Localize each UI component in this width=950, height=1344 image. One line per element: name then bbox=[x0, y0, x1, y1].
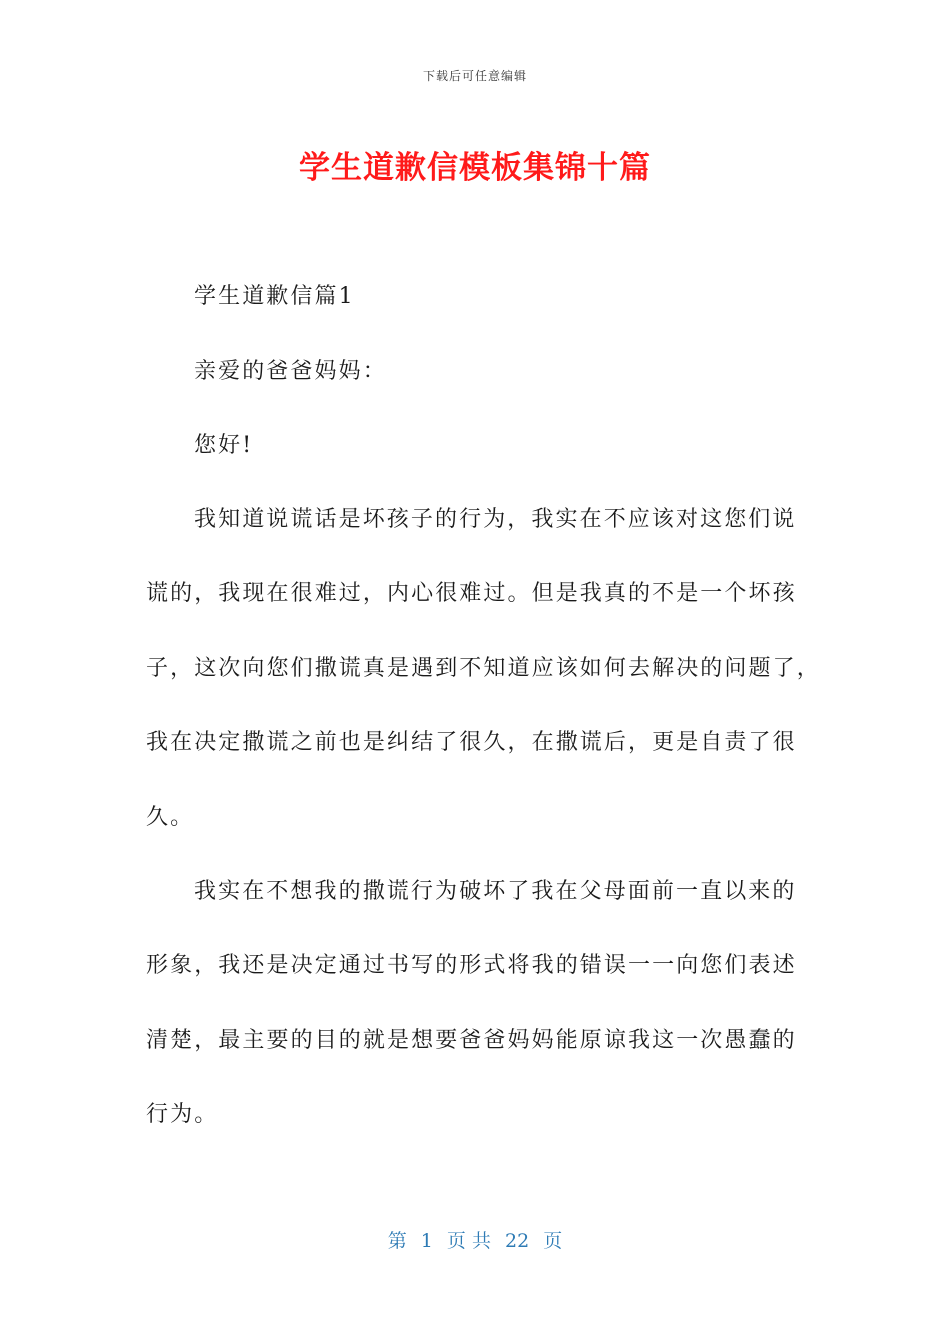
page-number: 1 bbox=[420, 1230, 433, 1252]
paragraph-line: 形象，我还是决定通过书写的形式将我的错误一一向您们表述 bbox=[146, 953, 797, 978]
paragraph-line: 行为。 bbox=[146, 1102, 219, 1127]
greeting: 您好! bbox=[194, 433, 254, 458]
footer-prefix: 第 bbox=[387, 1230, 407, 1252]
total-pages: 22 bbox=[505, 1230, 530, 1252]
paragraph-line: 我知道说谎话是坏孩子的行为，我实在不应该对这您们说 bbox=[194, 507, 797, 532]
salutation: 亲爱的爸爸妈妈： bbox=[194, 359, 387, 384]
document-title: 学生道歉信模板集锦十篇 bbox=[299, 150, 651, 186]
section-heading: 学生道歉信篇1 bbox=[194, 284, 355, 309]
footer-suffix: 页 bbox=[543, 1230, 563, 1252]
paragraph-line: 我实在不想我的撒谎行为破坏了我在父母面前一直以来的 bbox=[194, 879, 797, 904]
page-footer bbox=[0, 1226, 950, 1253]
footer-middle: 页 共 bbox=[446, 1230, 491, 1252]
paragraph-line: 久。 bbox=[146, 805, 195, 830]
paragraph-line: 子，这次向您们撒谎真是遇到不知道应该如何去解决的问题了， bbox=[146, 656, 821, 681]
paragraph-line: 我在决定撒谎之前也是纠结了很久，在撒谎后，更是自责了很 bbox=[146, 730, 797, 755]
paragraph-line: 清楚，最主要的目的就是想要爸爸妈妈能原谅我这一次愚蠢的 bbox=[146, 1028, 797, 1053]
paragraph-line: 谎的，我现在很难过，内心很难过。但是我真的不是一个坏孩 bbox=[146, 581, 797, 606]
header-note: 下载后可任意编辑 bbox=[422, 69, 527, 83]
